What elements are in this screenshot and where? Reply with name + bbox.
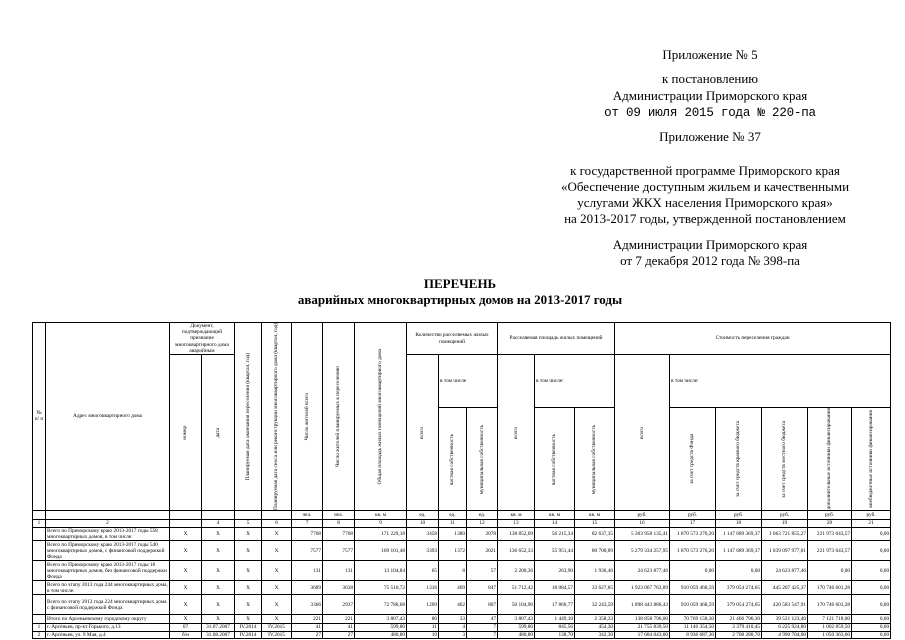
table-row [33,595,891,615]
table-cell: 33 [439,615,467,624]
unit-cell [33,510,46,519]
table-cell: 845,56 [535,624,575,631]
colnum-cell: 2 [46,519,170,527]
table-cell: 170 746 601,28 [808,595,852,615]
table-cell: 2937 [323,595,355,615]
table-cell: 7 [467,624,498,631]
table-cell: 7577 [292,541,323,561]
resolution-date-text: от 09 июля 2015 года № 220-па [604,106,816,120]
table-cell: 31.08.2007 [202,631,235,638]
table-cell: 82 637,35 [575,527,615,540]
colnum-cell: 4 [202,519,235,527]
colnum-cell: 7 [292,519,323,527]
table-cell: 1380 [439,527,467,540]
table-cell: 8 936 687,30 [670,631,716,638]
table-cell: 2078 [467,527,498,540]
area-municipal-header [575,408,615,511]
table-cell: 10 [407,631,439,638]
cost-incl-header: в том числе: [670,355,891,408]
table-cell [33,561,46,581]
table-cell: 221 [323,615,355,624]
unit-cell [262,510,292,519]
doc-number-text: номер [182,425,189,440]
table-cell: 11 [407,624,439,631]
table-cell: 136 652,33 [498,541,535,561]
table-cell: 07 [170,624,202,631]
table-cell: 0,00 [852,624,891,631]
table-cell: 1 039 097 977,81 [762,541,808,561]
table-cell [33,595,46,615]
unit-cell: ед. [439,510,467,519]
rooms-private-text: частная собственность [449,433,456,485]
table-cell: 3 [439,631,467,638]
unit-cell [170,510,202,519]
colnum-cell: 9 [355,519,407,527]
table-cell: 21 755 839,50 [615,624,670,631]
table-cell: 131 [323,561,355,581]
colnum-cell: 6 [262,519,292,527]
table-cell: X [202,541,235,561]
rooms-total-header [407,355,439,511]
table-cell [33,581,46,595]
table-cell: 1 147 689 369,37 [716,527,762,540]
appendix37-label: Приложение № 37 [659,129,761,144]
table-cell: 910 059 468,59 [670,595,716,615]
table-row [33,541,891,561]
colnum-cell: 14 [535,519,575,527]
table-cell: IV.2014 [235,624,262,631]
column-number-row [33,519,891,527]
table-cell: 3458 [407,527,439,540]
table-cell: б/н [170,631,202,638]
table-cell: 1 449,10 [535,615,575,624]
table-cell: 1 936,46 [575,561,615,581]
table-cell: 2 [33,631,46,638]
table-cell: X [202,527,235,540]
doc-number-header [170,355,202,511]
table-cell: 138,70 [535,631,575,638]
area-private-text: частная собственность [551,433,558,485]
table-cell: 3638 [323,581,355,595]
table-cell: X [170,561,202,581]
table-cell: X [262,561,292,581]
table-cell: 6 225 924,80 [762,624,808,631]
colnum-cell: 10 [407,519,439,527]
program-date: от 7 декабря 2012 года № 398-па [620,253,800,268]
col-plan-demolish-header [262,323,292,511]
table-cell: 7 [467,631,498,638]
table-cell: 1 050 363,00 [808,631,852,638]
colnum-cell: 13 [498,519,535,527]
rooms-total-text: всего [419,426,426,439]
table-cell: 1 063 721 855,27 [762,527,808,540]
unit-cell: кв. м [575,510,615,519]
table-cell: X [235,595,262,615]
rooms-incl-header: в том числе [439,355,498,408]
table-cell: X [202,595,235,615]
table-cell: 0,00 [852,595,891,615]
table-cell: 41 [292,624,323,631]
table-cell: 3 807,43 [498,615,535,624]
table-cell: 0,00 [852,561,891,581]
table-cell: 1 147 689 369,37 [716,541,762,561]
table-cell: X [170,581,202,595]
plan-end-text: Планируемая дата окончания переселения (квартал, год) [244,352,251,481]
table-cell: X [235,541,262,561]
col-num-header: № п/ п [33,323,46,511]
table-cell: X [262,527,292,540]
address-cell: Всего по Приморскому краю 2013-2017 годы 558 многоквартирных домов, в том числе: [46,527,170,540]
unit-cell: кв. м [498,510,535,519]
doc-date-header [202,355,235,511]
residents-plan-text: Число жителей планируемых к переселению [335,365,342,468]
table-cell: 0,00 [670,561,716,581]
table-cell: X [262,595,292,615]
unit-cell: руб. [808,510,852,519]
table-cell: 18 084,57 [535,581,575,595]
colnum-cell: 16 [615,519,670,527]
colnum-cell: 17 [670,519,716,527]
unit-cell: чел. [292,510,323,519]
table-cell: 47 [467,615,498,624]
table-cell: 7577 [323,541,355,561]
table-cell: X [262,581,292,595]
table-cell: 454,30 [575,624,615,631]
area-text: Общая площадь жилых помещений многоквартирного дома [377,348,384,485]
table-cell: 7 121 718,00 [808,615,852,624]
colnum-cell: 18 [716,519,762,527]
colnum-cell [170,519,202,527]
table-cell: 0,00 [808,561,852,581]
emergency-houses-table [32,322,891,639]
table-cell: X [202,581,235,595]
table-cell: 39 521 123,40 [762,615,808,624]
table-cell: 55 951,44 [535,541,575,561]
table-cell: 75 510,72 [355,581,407,595]
residents-text: Число жителей всего [303,392,310,441]
address-cell: Всего по этапу 2013 года 224 многоквартирных дома с финансовой поддержкой Фонда [46,595,170,615]
table-row [33,631,891,638]
unit-cell: ед. [407,510,439,519]
col-rooms-header: Количество расселяемых жилых помещений [407,323,498,355]
table-cell: X [170,541,202,561]
col-residents-header [292,323,323,511]
table-cell: 1269 [407,595,439,615]
cost-extra-text: дополнительные источники финансирования [826,408,833,510]
table-cell: 480,80 [498,631,535,638]
table-cell: 3689 [292,581,323,595]
unit-cell: ед. [467,510,498,519]
cost-regional-text: за счет средств краевого бюджета [735,421,742,498]
table-cell: 138 858 796,00 [615,615,670,624]
table-cell: 469 [439,581,467,595]
colnum-cell: 1 [33,519,46,527]
area-municipal-text: муниципальная собственность [591,424,598,494]
table-cell: 0,00 [852,527,891,540]
colnum-cell: 21 [852,519,891,527]
rooms-municipal-text: муниципальная собственность [478,424,485,494]
to-resolution-label: к постановлению [661,71,759,86]
table-body [33,527,891,638]
table-cell: 5 303 958 135,41 [615,527,670,540]
table-cell: 1 002 859,50 [808,624,852,631]
table-cell: IV.2015 [262,624,292,631]
table-cell: 263,90 [535,561,575,581]
table-cell: 3366 [292,595,323,615]
table-cell: 2 708 280,70 [716,631,762,638]
table-cell: 171 229,18 [355,527,407,540]
table-cell: X [235,581,262,595]
table-cell: 5 279 334 257,95 [615,541,670,561]
col-cost-header: Стоимость переселения граждан [615,323,891,355]
address-cell: Всего по Приморскому краю 2013-2017 годы 18 многоквартирных домов, без финансовой поддержки Фонда [46,561,170,581]
area-total-header [498,355,535,511]
col-area-header [355,323,407,511]
table-cell: 3 379 410,45 [716,624,762,631]
table-cell: 847 [467,581,498,595]
table-cell: 0,00 [852,581,891,595]
unit-cell [202,510,235,519]
colnum-cell: 8 [323,519,355,527]
col-residents-plan-header [323,323,355,511]
cost-local-header [762,408,808,511]
table-cell: 17 860,77 [535,595,575,615]
table-cell: 138 852,69 [498,527,535,540]
table-cell: X [235,615,262,624]
unit-cell: кв. м [535,510,575,519]
table-cell [33,615,46,624]
table-cell: 342,30 [575,631,615,638]
table-row [33,581,891,595]
table-cell: 221 973 643,57 [808,527,852,540]
address-cell: Всего по этапу 2013 года 244 многоквартирных дома, в том числе: [47,581,168,594]
table-cell: 31.07.2007 [202,624,235,631]
table-cell: X [202,561,235,581]
table-cell: 17 684 043,00 [615,631,670,638]
table-cell: 7708 [323,527,355,540]
colnum-cell: 5 [235,519,262,527]
unit-cell [235,510,262,519]
address-cell: Итого по Арсеньевскому городскому округу [46,615,170,624]
table-cell: IV.2015 [262,631,292,638]
table-cell: 57 [467,561,498,581]
table-cell: 1 870 573 276,20 [670,527,716,540]
table-cell: 3 807,43 [355,615,407,624]
unit-cell: руб. [670,510,716,519]
table-cell: X [170,595,202,615]
address-cell: г. Арсеньев, ул. 9 Мая, д.4 [46,631,170,638]
table-cell: 51 712,42 [498,581,535,595]
cost-fund-header [670,408,716,511]
cost-local-text: за счет средств местного бюджета [781,420,788,498]
table-cell: 24 623 877,46 [615,561,670,581]
table-cell: 27 [292,631,323,638]
table-cell: 599,80 [355,624,407,631]
address-cell: Всего по Приморскому краю 2013-2017 годы 540 многоквартирных домов, с финансовой поддержкой Фонда [46,541,170,561]
area-total-text: всего [512,426,519,439]
cost-nonbudget-text: внебюджетные источники финансирования [867,410,874,509]
table-cell: X [262,615,292,624]
cost-extra-header [808,408,852,511]
table-cell: 70 769 158,30 [670,615,716,624]
table-cell: 0,00 [852,541,891,561]
unit-cell: руб. [716,510,762,519]
table-cell: X [202,615,235,624]
table-cell: X [170,615,202,624]
table-cell: X [170,527,202,540]
program-name-2: услугами ЖКХ населения Приморского края» [577,195,833,210]
table-cell: 131 [292,561,323,581]
table-cell: X [235,527,262,540]
unit-cell: руб. [762,510,808,519]
table-cell: 50 104,96 [498,595,535,615]
table-cell: 1 898 443 886,43 [615,595,670,615]
area-incl-header: в том числе: [535,355,615,408]
cost-fund-text: за счет средств Фонда [689,434,696,485]
table-cell: 3393 [407,541,439,561]
document-subtitle: аварийных многоквартирных домов на 2013-2017 годы [297,292,623,307]
col-doc-header: Документ, подтверждающий признание многоквартирного дома аварийным [170,323,235,355]
table-cell: 462 [439,595,467,615]
cost-nonbudget-header [852,408,891,511]
colnum-cell: 20 [808,519,852,527]
table-cell: 2 358,33 [575,615,615,624]
unit-cell: руб. [852,510,891,519]
unit-cell [46,510,170,519]
table-cell: 32 243,59 [575,595,615,615]
table-cell: 24 623 877,46 [762,561,808,581]
rooms-municipal-header [467,408,498,511]
table-cell: 169 101,48 [355,541,407,561]
table-cell: 420 583 547,91 [762,595,808,615]
col-area-settle-header: Расселяемая площадь жилых помещений [498,323,615,355]
table-cell: 11 146 354,50 [670,624,716,631]
table-cell [33,527,46,540]
cost-total-header [615,355,670,511]
table-cell: 2021 [467,541,498,561]
table-cell: 2 200,36 [498,561,535,581]
area-private-header [535,408,575,511]
doc-date-text: дата [214,427,221,438]
col-plan-end-header [235,323,262,511]
program-name-1: «Обеспечение доступным жильем и качественными [560,179,850,194]
cost-regional-header [716,408,762,511]
table-cell: 0,00 [852,615,891,624]
table-cell: 221 973 643,57 [808,541,852,561]
table-cell: 27 [323,631,355,638]
col-address-header: Адрес многоквартирного дома [46,323,170,511]
unit-cell: кв. м [355,510,407,519]
table-cell: 7708 [292,527,323,540]
table-cell: 4 [439,624,467,631]
table-row [33,527,891,540]
table-cell: 0,00 [716,561,762,581]
header-row-1 [33,323,891,355]
table-cell: 1372 [439,541,467,561]
colnum-cell: 15 [575,519,615,527]
table-cell: 170 746 601,28 [808,581,852,595]
table-cell: 1 923 067 763,89 [615,581,670,595]
to-program-label: к государственной программе Приморского края [570,163,840,178]
colnum-cell: 12 [467,519,498,527]
table-cell: 80 700,89 [575,541,615,561]
document-title: ПЕРЕЧЕНЬ [423,276,497,291]
unit-cell: руб. [615,510,670,519]
unit-cell: чел. [323,510,355,519]
table-cell: 807 [467,595,498,615]
table-cell: X [235,561,262,581]
table-cell: X [262,541,292,561]
table-cell: 379 054 274,65 [716,595,762,615]
address-cell: г. Арсеньев, пр-кт Горького, д.13 [46,624,170,631]
program-period: на 2013-2017 годы, утвержденной постановлением [564,211,846,226]
table-cell: 599,80 [498,624,535,631]
table-cell: 72 780,68 [355,595,407,615]
administration-label: Администрации Приморского края [612,88,808,103]
rooms-private-header [439,408,467,511]
units-row [33,510,891,519]
table-cell: IV.2014 [235,631,262,638]
cost-total-text: всего [638,426,645,439]
table-row [33,624,891,631]
table-cell: 13 104,84 [355,561,407,581]
table-cell: 0,00 [852,631,891,638]
table-cell: 21 466 796,30 [716,615,762,624]
colnum-cell: 19 [762,519,808,527]
plan-demolish-text: Планируемая дата сноса или реконструкции многоквартирного дома (квартал, год) [273,323,280,510]
resolution-date [540,104,880,121]
administration2-label: Администрации Приморского края [612,237,808,252]
table-cell: 1 870 573 276,20 [670,541,716,561]
table-cell: 80 [407,615,439,624]
colnum-cell: 11 [439,519,467,527]
appendix5-label: Приложение № 5 [662,47,758,62]
table-cell [33,541,46,561]
table-cell: 1316 [407,581,439,595]
table-row [33,561,891,581]
table-cell: 8 [439,561,467,581]
table-cell: 1 [33,624,46,631]
table-cell: 56 215,34 [535,527,575,540]
table-cell: 33 627,85 [575,581,615,595]
table-cell: 480,80 [355,631,407,638]
table-cell: 41 [323,624,355,631]
table-cell: 221 [292,615,323,624]
table-cell: 910 059 468,59 [670,581,716,595]
table-cell: 4 990 704,00 [762,631,808,638]
table-row [33,615,891,624]
table-cell: 445 207 425,37 [762,581,808,595]
table-cell: 379 054 274,65 [716,581,762,595]
table-cell: 65 [407,561,439,581]
